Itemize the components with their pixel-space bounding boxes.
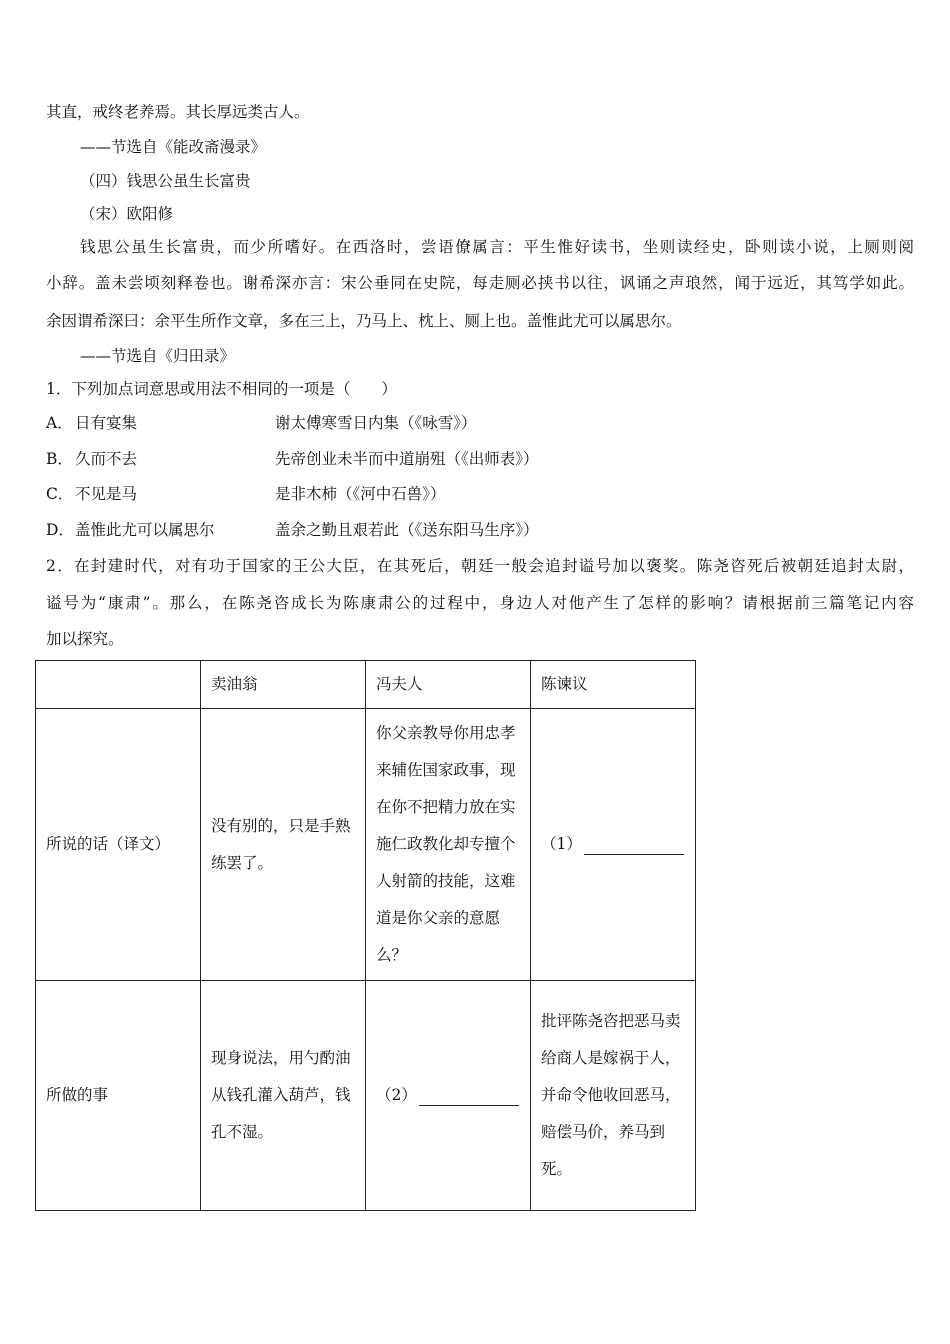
table-row-action <box>36 981 696 1211</box>
option-letter: D． <box>46 521 74 539</box>
passage4-line-1: 钱思公虽生长富贵，而少所嗜好。在西洛时，尝语僚属言：平生惟好读书，坐则读经史，卧则读小说，上厕则阅 <box>80 238 914 256</box>
table-cell: 没有别的，只是手熟练罢了。 <box>201 709 366 981</box>
row-label: 所做的事 <box>36 981 201 1211</box>
question1-stem: 1．下列加点词意思或用法不相同的一项是（ ） <box>46 380 397 398</box>
option-letter: A． <box>46 414 73 432</box>
table-cell: 批评陈尧咨把恶马卖给商人是嫁祸于人，并命令他收回恶马，赔偿马价，养马到死。 <box>531 981 696 1211</box>
question2-line-2: 谥号为“康肃”。那么，在陈尧咨成长为陈康肃公的过程中，身边人对他产生了怎样的影响？请根据前三篇笔记内容 <box>46 594 914 612</box>
table-row-speech <box>36 709 696 981</box>
answer-cell-2[interactable] <box>366 981 531 1211</box>
question2-line-3: 加以探究。 <box>46 630 124 648</box>
passage4-source: ——节选自《归田录》 <box>80 347 236 365</box>
question2-line-1: 2．在封建时代，对有功于国家的王公大臣，在其死后，朝廷一般会追封谥号加以褒奖。陈尧咨死后被朝廷追封太尉， <box>46 557 914 575</box>
answer-blank-1[interactable] <box>584 836 684 855</box>
blank-number: （2） <box>376 1086 417 1104</box>
table-cell: 现身说法，用勺酌油从钱孔灌入葫芦，钱孔不湿。 <box>201 981 366 1211</box>
option-phrase: 不见是马 <box>75 485 138 503</box>
option-compare: 盖余之勤且艰若此（《送东阳马生序》） <box>275 521 539 539</box>
table-header-row <box>36 661 696 709</box>
passage4-author: （宋）欧阳修 <box>80 205 174 223</box>
table-header-cell <box>36 661 201 709</box>
option-phrase: 日有宴集 <box>75 414 138 432</box>
blank-number: （1） <box>541 835 582 853</box>
option-compare: 先帝创业未半而中道崩殂（《出师表》） <box>275 450 539 468</box>
table-header-cell: 陈谏议 <box>531 661 696 709</box>
passage4-line-2: 小辞。盖未尝顷刻释卷也。谢希深亦言：宋公垂同在史院，每走厕必挟书以往，讽诵之声琅然，闻于远近，其笃学如此。 <box>46 274 914 292</box>
table-header-cell: 冯夫人 <box>366 661 531 709</box>
passage3-last-line: 其直，戒终老养焉。其长厚远类古人。 <box>46 103 310 121</box>
option-compare: 谢太傅寒雪日内集（《咏雪》） <box>275 414 477 432</box>
option-phrase: 久而不去 <box>75 450 138 468</box>
option-compare: 是非木柿（《河中石兽》） <box>275 485 446 503</box>
row-label: 所说的话（译文） <box>36 709 201 981</box>
table-cell: 你父亲教导你用忠孝来辅佐国家政事，现在你不把精力放在实施仁政教化却专擅个人射箭的技能，这难道是你父亲的意愿么？ <box>366 709 531 981</box>
passage3-source: ——节选自《能改斋漫录》 <box>80 138 267 156</box>
passage4-heading: （四）钱思公虽生长富贵 <box>80 172 251 190</box>
answer-cell-1[interactable] <box>531 709 696 981</box>
answer-blank-2[interactable] <box>419 1087 519 1106</box>
option-phrase: 盖惟此尤可以属思尔 <box>75 521 215 539</box>
option-letter: B． <box>46 450 73 468</box>
comparison-table <box>35 660 696 1211</box>
passage4-line-3: 余因谓希深曰：余平生所作文章，多在三上，乃马上、枕上、厕上也。盖惟此尤可以属思尔。 <box>46 312 682 330</box>
option-letter: C． <box>46 485 74 503</box>
table-header-cell: 卖油翁 <box>201 661 366 709</box>
